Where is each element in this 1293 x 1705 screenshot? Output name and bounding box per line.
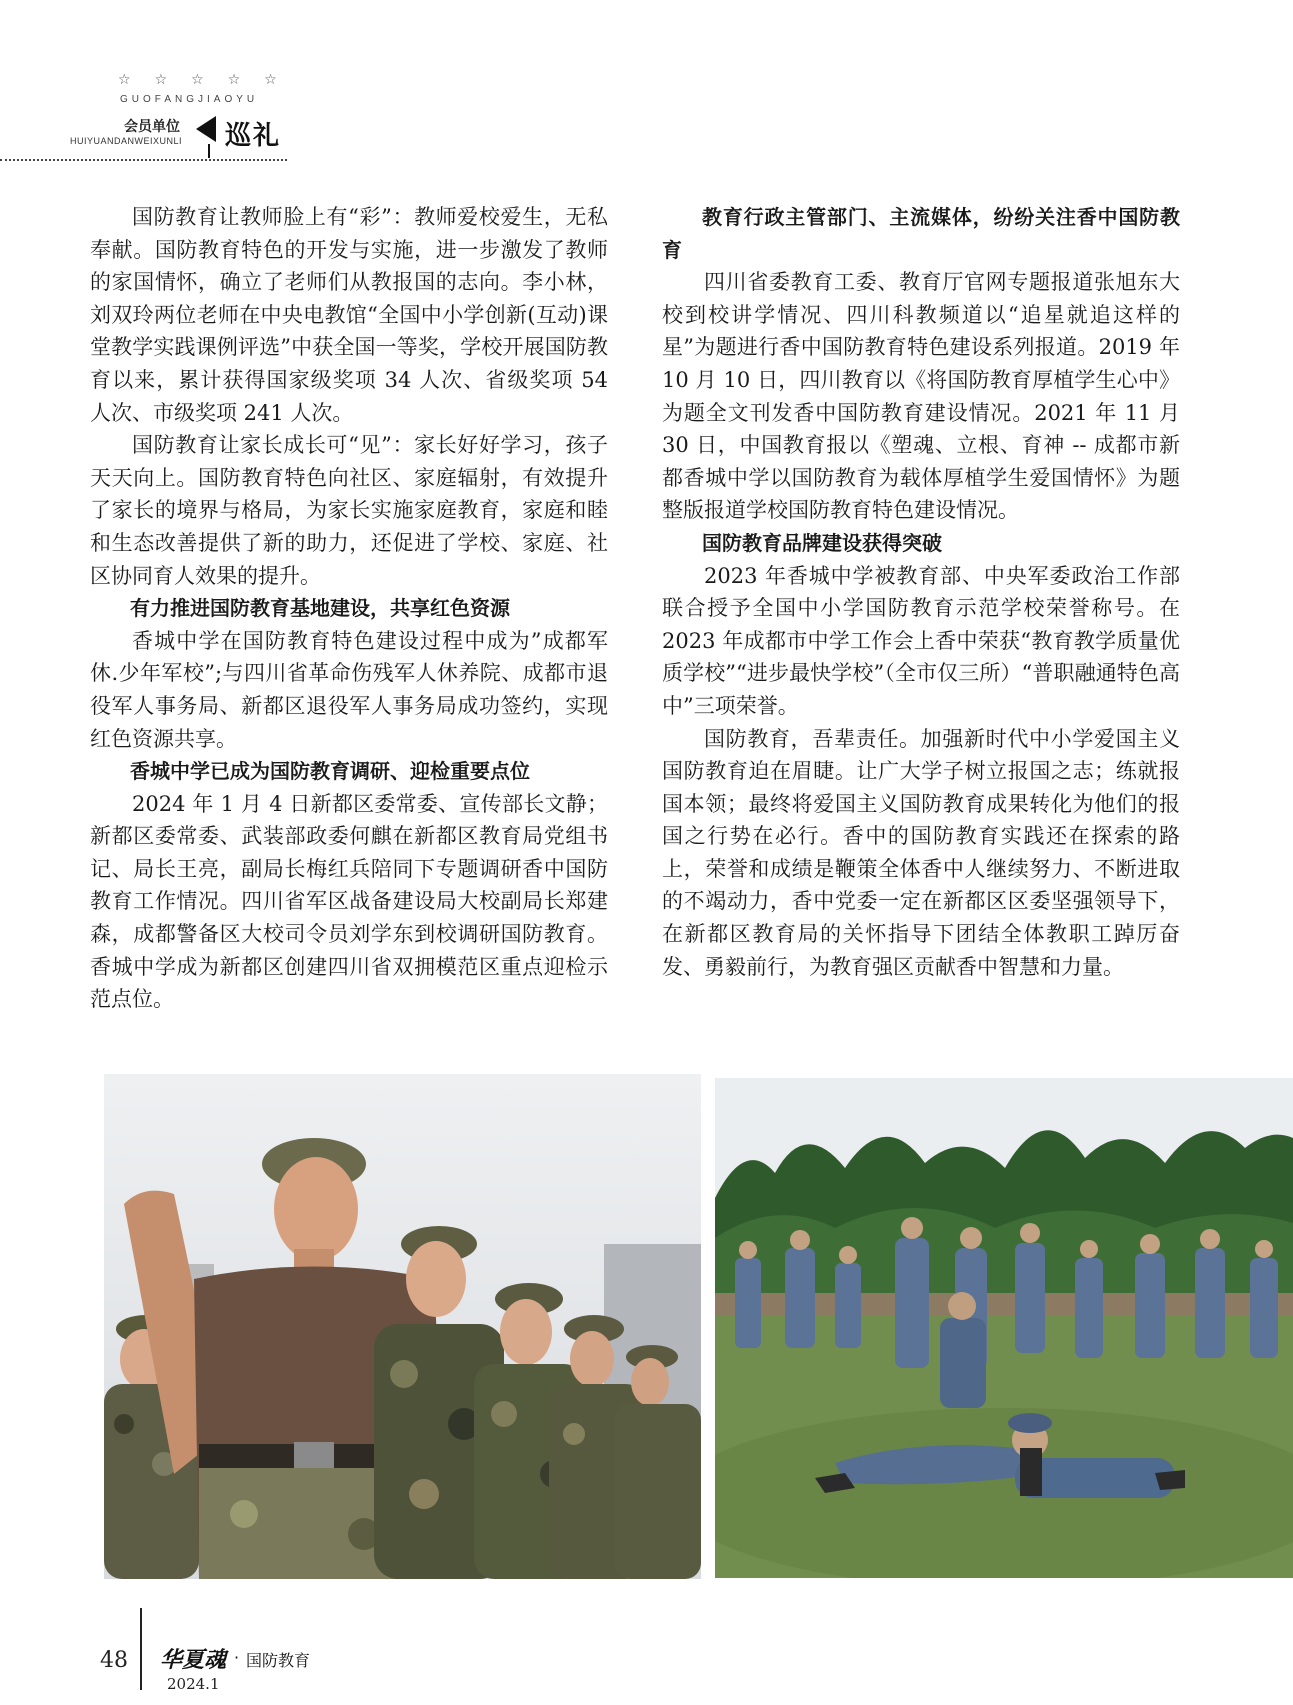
section-heading: 有力推进国防教育基地建设，共享红色资源 (130, 596, 510, 621)
column-name: 国防教育 (246, 1651, 311, 1670)
right-column (662, 201, 1180, 983)
header-section-pinyin: HUIYUANDANWEIXUNLI (70, 136, 183, 146)
paragraph: 2024 年 1 月 4 日新都区委常委、宣传部长文静；新都区委常委、武装部政委何麒在新都区教育局党组书记、局长王亮，副局长梅红兵陪同下专题调研香中国防教育工作情况。四川省军区战备建设局大校副局长郑建森，成都警备区大校司令员刘学东到校调研国防教育。香城中学成为新都区创建四川省双拥模范区重点迎检示范点位。 (90, 791, 608, 1012)
footer-divider (140, 1608, 142, 1690)
section-heading: 教育行政主管部门、主流媒体，纷纷关注香中国防教育 (662, 205, 1180, 262)
triangle-pointer-icon (196, 116, 216, 142)
paragraph: 国防教育让家长成长可“见”：家长好好学习，孩子天天向上。国防教育特色向社区、家庭辐射，有效提升了家长的境界与格局，为家长实施家庭教育，家庭和睦和生态改善提供了新的助力，还促进了学校、家庭、社区协同育人效果的提升。 (90, 433, 608, 588)
header-stars (118, 72, 277, 88)
header-dotted-rule (0, 159, 287, 161)
paragraph: 国防教育，吾辈责任。加强新时代中小学爱国主义国防教育迫在眉睫。让广大学子树立报国之志；练就报国本领；最终将爱国主义国防教育成果转化为他们的报国之行势在必行。香中的国防教育实践还在探索的路上，荣誉和成绩是鞭策全体香中人继续努力、不断进取的不竭动力，香中党委一定在新都区区委坚强领导下，在新都区教育局的关怀指导下团结全体教职工踔厉奋发、勇毅前行，为教育强区贡献香中智慧和力量。 (662, 726, 1180, 979)
issue-number: 2024.1 (167, 1675, 220, 1693)
footer-separator: · (234, 1648, 240, 1667)
header-section-label: 会员单位 (124, 119, 180, 135)
star-icon: ☆ (191, 72, 204, 88)
paragraph: 四川省委教育工委、教育厅官网专题报道张旭东大校到校讲学情况、四川科教频道以“追星就追这样的星”为题进行香中国防教育特色建设系列报道。2019 年 10 月 10 日，四川教育以《将国防教育厚植学生心中》为题全文刊发香中国防教育建设情况。2021 年 11 月 30 日，中国教育报以《塑魂、立根、育神 -- 成都市新都香城中学以国防教育为载体厚植学生爱国情怀》为题整版报道学校国防教育特色建设情况。 (662, 270, 1180, 523)
photo-saluting-students (104, 1074, 701, 1579)
magazine-logo: 华夏魂 (160, 1647, 227, 1673)
paragraph: 香城中学在国防教育特色建设过程中成为”成都军休.少年军校”;与四川省革命伤残军人休养院、成都市退役军人事务局、新都区退役军人事务局成功签约，实现红色资源共享。 (90, 628, 608, 751)
paragraph: 国防教育让教师脸上有“彩”：教师爱校爱生，无私奉献。国防教育特色的开发与实施，进一步激发了教师的家国情怀，确立了老师们从教报国的志向。李小林，刘双玲两位老师在中央电教馆“全国中小学创新(互动)课堂教学实践课例评选”中获全国一等奖，学校开展国防教育以来，累计获得国家级奖项 34 人次、省级奖项 54 人次、市级奖项 241 人次。 (90, 205, 608, 425)
header-divider (208, 144, 210, 158)
star-icon: ☆ (227, 72, 241, 88)
photo-field-training (715, 1078, 1293, 1578)
header-pinyin: GUOFANGJIAOYU (120, 94, 259, 105)
star-icon: ☆ (154, 72, 168, 88)
left-column (90, 201, 608, 1016)
page-number: 48 (100, 1648, 128, 1673)
paragraph: 2023 年香城中学被教育部、中央军委政治工作部联合授予全国中小学国防教育示范学校荣誉称号。在 2023 年成都市中学工作会上香中荣获“教育教学质量优质学校”“进步最快学校”（全市仅三所）“普职融通特色高中”三项荣誉。 (662, 563, 1180, 718)
section-heading: 国防教育品牌建设获得突破 (702, 530, 942, 555)
star-icon: ☆ (264, 72, 277, 88)
header-title: 巡礼 (225, 121, 282, 151)
section-heading: 香城中学已成为国防教育调研、迎检重要点位 (130, 759, 530, 784)
star-icon: ☆ (118, 72, 131, 88)
